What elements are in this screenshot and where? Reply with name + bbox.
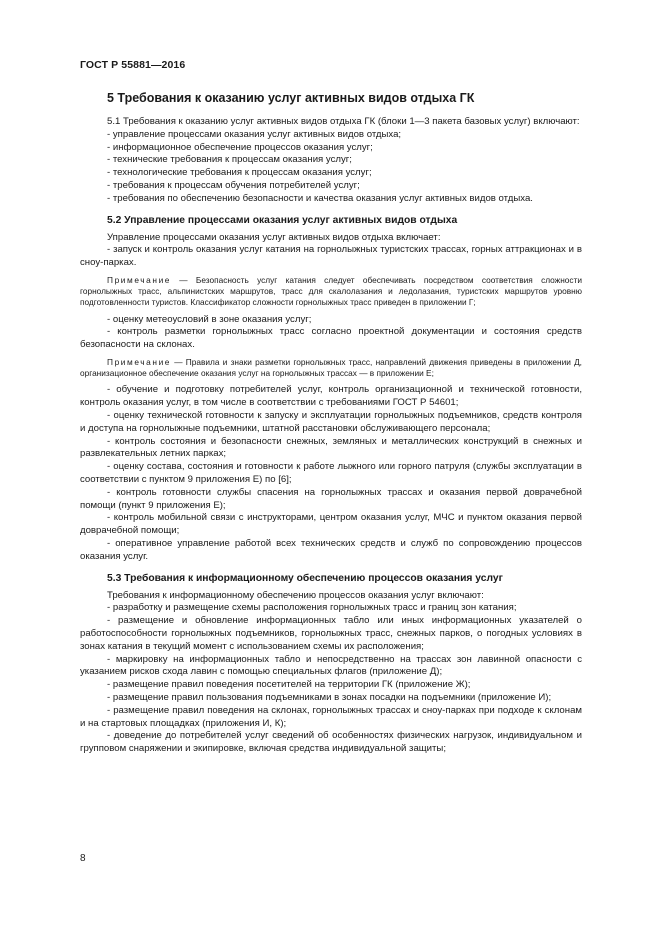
list-item: - размещение правил пользования подъемниками в зонах посадки на подъемники (приложение И); bbox=[107, 691, 552, 703]
list-item: - информационное обеспечение процессов оказания услуг; bbox=[107, 141, 373, 153]
list-item: - обучение и подготовку потребителей услуг, контроль организационной и технической готовности, контроль оказания услуг, в том числе в соответствии с требованиями ГОСТ Р 54601; bbox=[80, 384, 582, 409]
list-item: - контроль готовности службы спасения на горнолыжных трассах и оказания первой доврачебной помощи (пункт 9 приложения Е); bbox=[80, 486, 582, 511]
list-item: - доведение до потребителей услуг сведений об особенностях физических нагрузок, индивидуальном и групповом снаряжении и экипировке, включая средства индивидуальной защиты; bbox=[80, 730, 582, 755]
note-text: — Безопасность услуг катания следует обеспечивать посредством соответствия сложности горнолыжных трасс, альпинистских маршрутов, трасс для скалолазания и ледолазания, туристских маршрутов уровню подготовленности туристов. Классификатор сложности горнолыжных трасс приведен в приложении Г; bbox=[80, 274, 582, 308]
list-item: - контроль состояния и безопасности снежных, земляных и металлических конструкций в снежных и развлекательных летних парках; bbox=[80, 435, 582, 460]
paragraph-5-2-intro: Управление процессами оказания услуг активных видов отдыха включает: bbox=[107, 231, 441, 243]
note-label: Примечание bbox=[107, 274, 172, 285]
list-item: - запуск и контроль оказания услуг катания на горнолыжных туристских трассах, горных аттракционах и в сноу-парках. bbox=[80, 244, 582, 269]
paragraph-5-1: 5.1 Требования к оказанию услуг активных видов отдыха ГК (блоки 1—3 пакета базовых услуг) включают: bbox=[107, 116, 580, 127]
list-item: - оперативное управление работой всех технических средств и служб по сопровождению процессов оказания услуг. bbox=[80, 537, 582, 562]
list-item: - оценку метеоусловий в зоне оказания услуг; bbox=[107, 313, 312, 325]
list-item: - контроль разметки горнолыжных трасс согласно проектной документации и состояния средств безопасности на склонах. bbox=[80, 326, 582, 351]
note-1 bbox=[80, 275, 582, 309]
note-text: — Правила и знаки разметки горнолыжных трасс, направлений движения приведены в приложении Д, организационное обеспечение оказания услуг на горнолыжных трассах — в приложении Е; bbox=[80, 356, 582, 379]
list-item: - требования по обеспечению безопасности и качества оказания услуг активных видов отдыха. bbox=[107, 192, 533, 204]
list-item: - оценку технической готовности к запуску и эксплуатации горнолыжных подъемников, средств контроля и доступа на горнолыжные подъемники, штатной расстановки обслуживающего персонала; bbox=[80, 409, 582, 434]
list-item: - управление процессами оказания услуг активных видов отдыха; bbox=[107, 128, 402, 140]
list-item: - маркировку на информационных табло и непосредственно на трассах зон лавинной опасности с указанием рисков схода лавин с помощью специальных флагов (приложение Д); bbox=[80, 653, 582, 678]
section-5-2-title: 5.2 Управление процессами оказания услуг активных видов отдыха bbox=[107, 214, 458, 226]
paragraph-5-3-intro: Требования к информационному обеспечению процессов оказания услуг включают: bbox=[107, 589, 484, 601]
list-item: - оценку состава, состояния и готовности к работе лыжного или горного патруля (службы эксплуатации в соответствии с пунктом 9 приложения Е) по [6]; bbox=[80, 461, 582, 485]
list-item: - контроль мобильной связи с инструкторами, центром оказания услуг, МЧС и пунктом оказания первой доврачебной помощи; bbox=[80, 512, 582, 537]
note-label: Примечание bbox=[107, 356, 172, 367]
section-5-title: 5 Требования к оказанию услуг активных видов отдыха ГК bbox=[107, 91, 475, 105]
note-2 bbox=[80, 357, 582, 379]
document-body bbox=[80, 90, 582, 756]
section-5-3-title: 5.3 Требования к информационному обеспечению процессов оказания услуг bbox=[107, 572, 503, 584]
list-item: - требования к процессам обучения потребителей услуг; bbox=[107, 179, 360, 191]
page-number: 8 bbox=[80, 853, 86, 864]
list-item: - разработку и размещение схемы расположения горнолыжных трасс и границ зон катания; bbox=[107, 602, 517, 614]
list-item: - размещение и обновление информационных табло или иных информационных указателей о работоспособности горнолыжных подъемников, горнолыжных трасс, снежных парков, о погодных условиях в зонах катания в текущий момент с использованием схемы их расположения; bbox=[80, 615, 582, 652]
list-item: - размещение правил поведения посетителей на территории ГК (приложение Ж); bbox=[107, 679, 471, 691]
list-item: - размещение правил поведения на склонах, горнолыжных трассах и сноу-парках при подходе к склонам и на стартовых площадках (приложения И, К); bbox=[80, 704, 582, 729]
list-item: - технические требования к процессам оказания услуг; bbox=[107, 154, 352, 166]
document-code: ГОСТ Р 55881—2016 bbox=[80, 59, 186, 71]
list-item: - технологические требования к процессам оказания услуг; bbox=[107, 167, 372, 179]
